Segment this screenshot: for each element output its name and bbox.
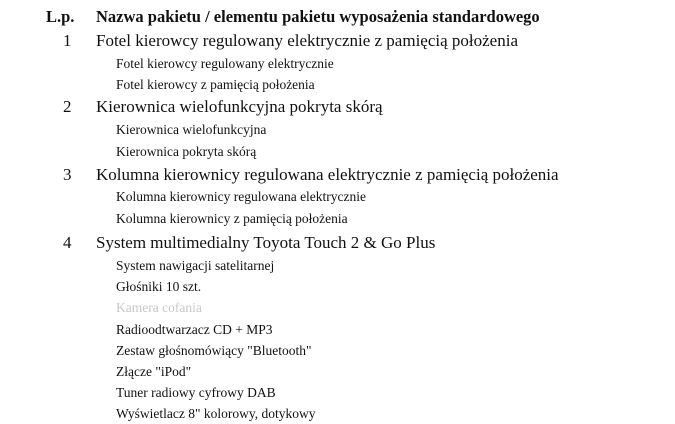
package-item: Kierownica wielofunkcyjna (116, 122, 267, 137)
package-item: Fotel kierowcy z pamięcią położenia (116, 77, 315, 92)
package-item: Tuner radiowy cyfrowy DAB (116, 385, 276, 400)
package-item: Kolumna kierownicy z pamięcią położenia (116, 211, 348, 226)
package-item-faded: Kamera cofania (116, 300, 202, 315)
table-header (46, 6, 540, 28)
package-item: Kolumna kierownicy regulowana elektrycznie (116, 189, 367, 204)
package-number: 2 (63, 97, 72, 116)
package-item: Radioodtwarzacz CD + MP3 (116, 322, 273, 337)
package-number: 4 (63, 233, 72, 252)
package-item: Głośniki 10 szt. (116, 279, 202, 294)
package-name: Kolumna kierownicy regulowana elektrycznie z pamięcią położenia (96, 165, 559, 184)
package-item: Złącze "iPod" (116, 364, 192, 379)
package-name: Kierownica wielofunkcyjna pokryta skórą (96, 97, 383, 116)
package-item: Wyświetlacz 8" kolorowy, dotykowy (116, 406, 316, 421)
package-number: 3 (63, 165, 72, 184)
package-item: Fotel kierowcy regulowany elektrycznie (116, 56, 334, 71)
package-item: System nawigacji satelitarnej (116, 258, 275, 273)
package-item: Kierownica pokryta skórą (116, 144, 257, 159)
package-name: Fotel kierowcy regulowany elektrycznie z pamięcią położenia (96, 31, 518, 50)
header-title: Nazwa pakietu / elementu pakietu wyposażenia standardowego (96, 7, 540, 26)
package-name: System multimedialny Toyota Touch 2 & Go Plus (96, 233, 436, 252)
package-number: 1 (63, 31, 72, 50)
header-lp: L.p. (46, 7, 75, 26)
package-item: Zestaw głośnomówiący "Bluetooth" (116, 343, 312, 358)
